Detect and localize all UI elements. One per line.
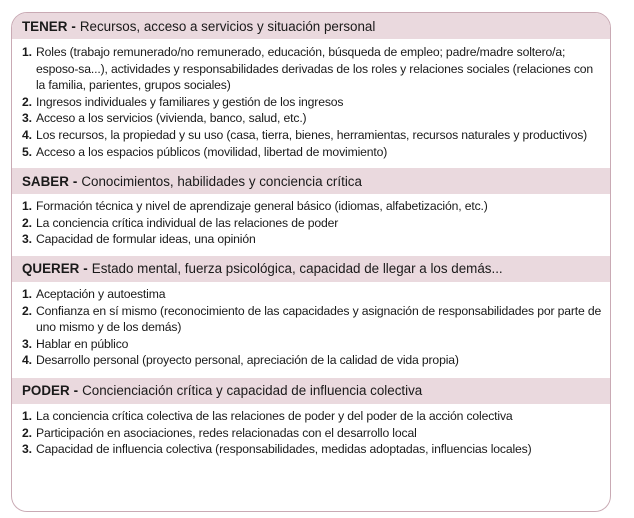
item-text: La conciencia crítica colectiva de las relaciones de poder y del poder de la acción colectiva bbox=[36, 408, 513, 423]
section-separator: - bbox=[72, 173, 78, 189]
section-header bbox=[12, 168, 610, 194]
list-item bbox=[22, 441, 604, 458]
item-text: Hablar en público bbox=[36, 336, 129, 351]
section-header bbox=[12, 13, 610, 39]
item-number: 3. bbox=[22, 442, 32, 457]
item-text: Acceso a los espacios públicos (movilidad, libertad de movimiento) bbox=[36, 144, 388, 159]
list-item bbox=[22, 336, 604, 353]
list-item bbox=[22, 231, 604, 248]
item-number: 2. bbox=[22, 303, 32, 318]
section-poder bbox=[12, 378, 610, 466]
section-separator: - bbox=[71, 18, 76, 34]
item-number: 1. bbox=[22, 199, 32, 214]
item-number: 3. bbox=[22, 111, 32, 126]
list-item bbox=[22, 94, 604, 111]
item-number: 3. bbox=[22, 232, 32, 247]
section-header bbox=[12, 256, 610, 282]
item-list bbox=[12, 39, 610, 168]
list-item bbox=[22, 286, 604, 303]
section-title: Concienciación crítica y capacidad de influencia colectiva bbox=[82, 383, 423, 399]
item-text: Desarrollo personal (proyecto personal, apreciación de la calidad de vida propia) bbox=[36, 353, 459, 368]
section-key: PODER bbox=[22, 383, 70, 399]
section-title: Estado mental, fuerza psicológica, capacidad de llegar a los demás... bbox=[91, 261, 503, 277]
list-item bbox=[22, 425, 604, 442]
item-text: Los recursos, la propiedad y su uso (casa, tierra, bienes, herramientas, recursos naturales y productivos) bbox=[36, 127, 588, 142]
item-text: La conciencia crítica individual de las relaciones de poder bbox=[36, 215, 339, 230]
section-tener bbox=[12, 13, 610, 168]
section-separator: - bbox=[73, 383, 79, 399]
item-number: 1. bbox=[22, 45, 32, 59]
section-title: Recursos, acceso a servicios y situación personal bbox=[79, 18, 376, 34]
list-item bbox=[22, 408, 604, 425]
item-text: Participación en asociaciones, redes relacionadas con el desarrollo local bbox=[36, 425, 417, 440]
item-number: 4. bbox=[22, 127, 32, 142]
list-item bbox=[22, 303, 604, 336]
framework-table bbox=[11, 12, 611, 512]
section-key: SABER bbox=[22, 173, 69, 189]
section-key: TENER bbox=[22, 18, 68, 34]
item-text: Acceso a los servicios (vivienda, banco, salud, etc.) bbox=[36, 111, 307, 126]
item-number: 2. bbox=[22, 94, 32, 109]
list-item bbox=[22, 127, 604, 144]
item-text: Ingresos individuales y familiares y gestión de los ingresos bbox=[36, 94, 344, 109]
section-saber bbox=[12, 168, 610, 256]
item-list bbox=[12, 404, 610, 466]
item-number: 3. bbox=[22, 336, 32, 351]
section-separator: - bbox=[83, 261, 88, 277]
section-header bbox=[12, 378, 610, 404]
list-item bbox=[22, 110, 604, 127]
item-list bbox=[12, 194, 610, 256]
section-title: Conocimientos, habilidades y conciencia crítica bbox=[81, 173, 362, 189]
item-number: 5. bbox=[22, 144, 32, 159]
list-item bbox=[22, 198, 604, 215]
item-number: 1. bbox=[22, 408, 32, 423]
item-list bbox=[12, 282, 610, 378]
item-text: Formación técnica y nivel de aprendizaje general básico (idiomas, alfabetización, etc.) bbox=[36, 199, 488, 214]
section-key: QUERER bbox=[22, 261, 80, 277]
section-querer bbox=[12, 256, 610, 378]
list-item bbox=[22, 352, 604, 369]
item-text: Aceptación y autoestima bbox=[36, 286, 166, 301]
item-number: 4. bbox=[22, 353, 32, 368]
item-text: Roles (trabajo remunerado/no remunerado, educación, búsqueda de empleo; padre/madre soltero/a; esposo-sa...), actividades y responsabilidades derivadas de los roles y relaciones sociales (relaciones con la familia, parientes, grupos sociales) bbox=[36, 45, 594, 93]
item-number: 2. bbox=[22, 425, 32, 440]
list-item bbox=[22, 215, 604, 232]
item-text: Confianza en sí mismo (reconocimiento de las capacidades y asignación de responsabilidades por parte de uno mismo y de los demás) bbox=[36, 303, 602, 335]
item-number: 1. bbox=[22, 286, 32, 301]
item-number: 2. bbox=[22, 215, 32, 230]
list-item bbox=[22, 144, 604, 161]
item-text: Capacidad de formular ideas, una opinión bbox=[36, 232, 256, 247]
item-text: Capacidad de influencia colectiva (responsabilidades, medidas adoptadas, influencias locales) bbox=[36, 442, 532, 457]
list-item bbox=[22, 44, 604, 94]
